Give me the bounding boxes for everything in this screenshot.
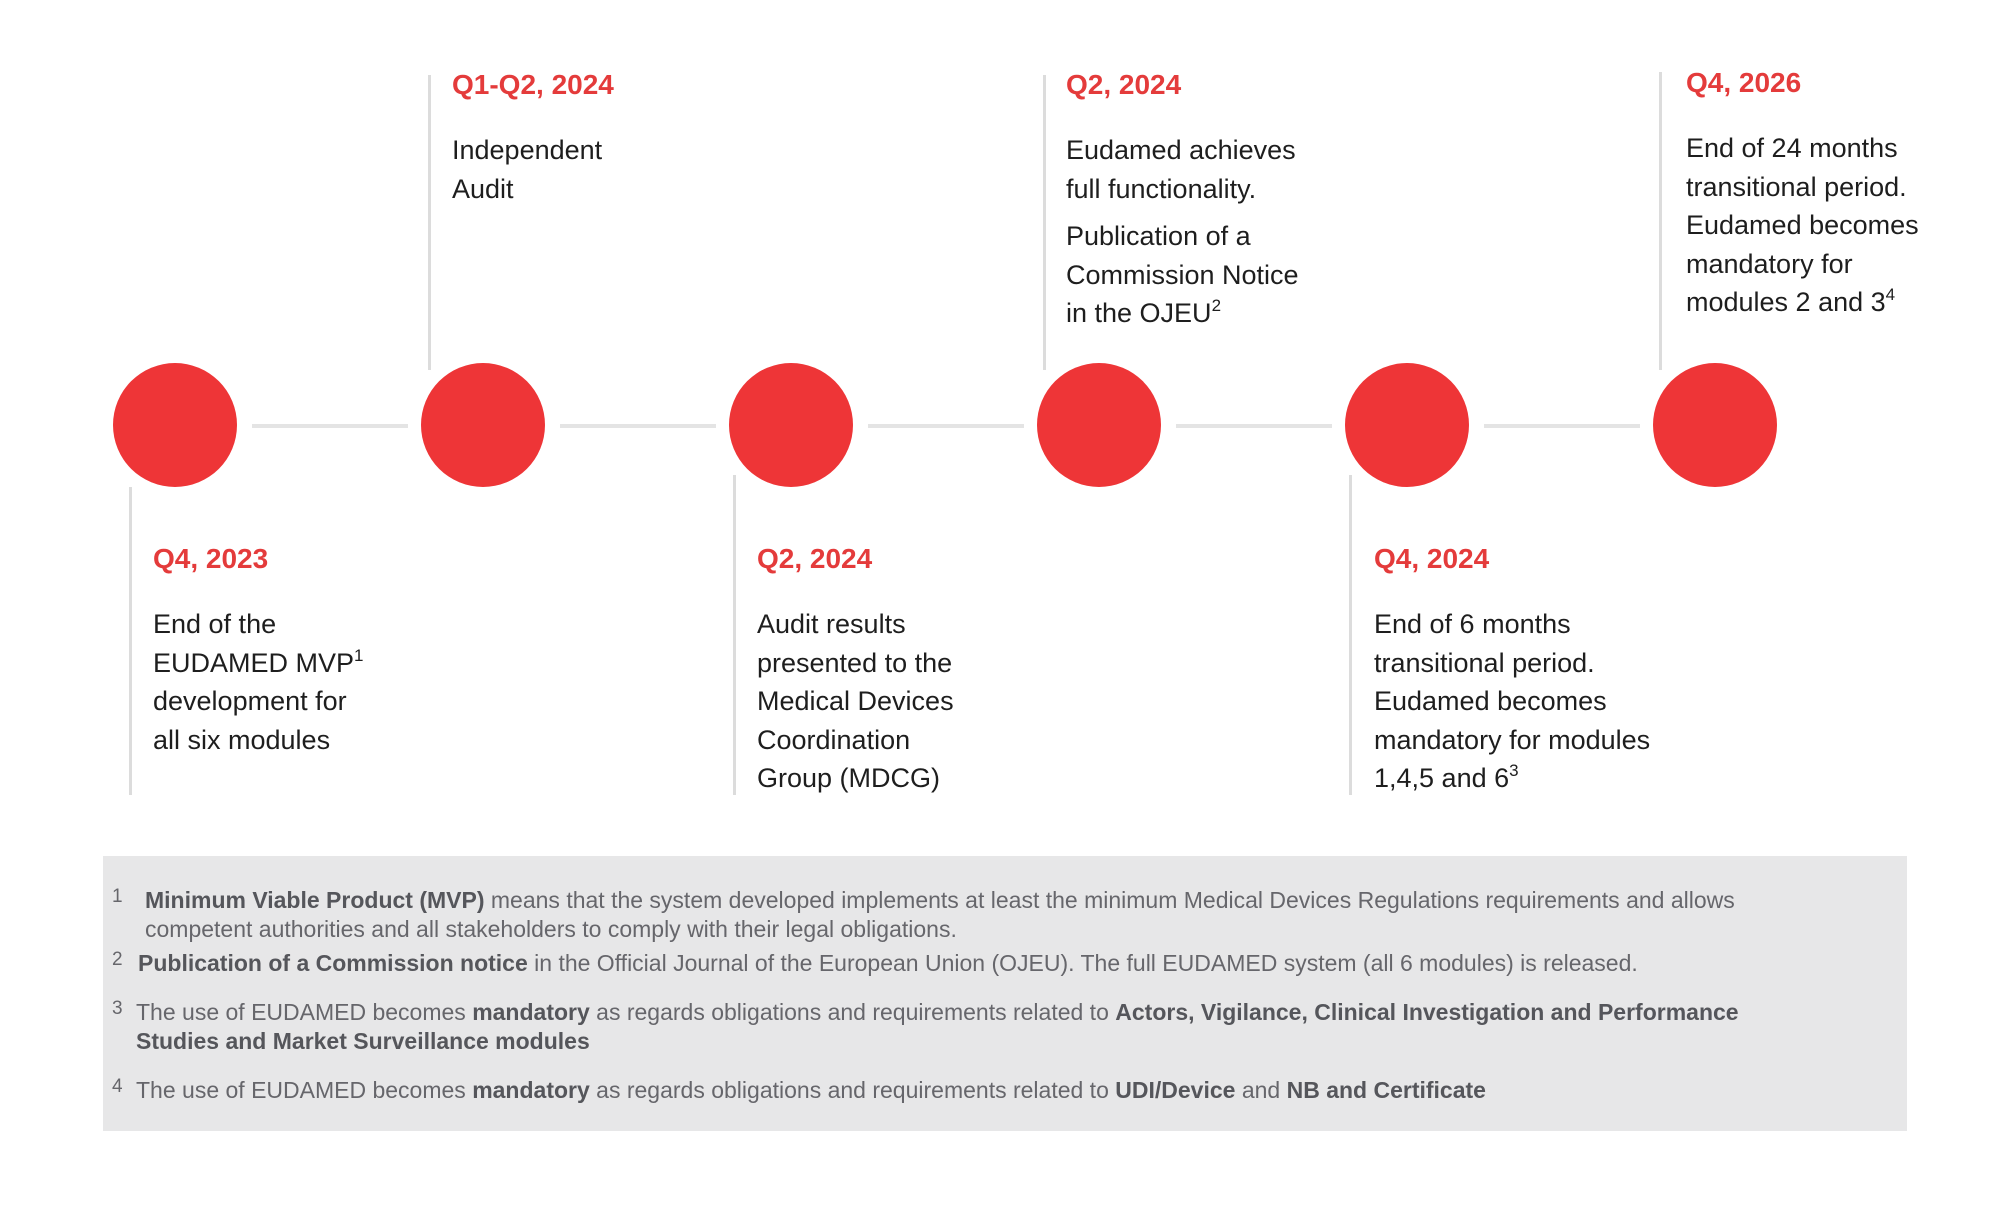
milestone-description: End of 24 months transitional period. Eudamed becomes mandatory for modules 2 and $3^4$ [1686,133,1919,317]
footnotes-panel [103,856,1907,1131]
footnote-number: 1 [112,886,123,907]
milestone-q2-2024-audit-results [757,542,1017,807]
footnote-text: The use of EUDAMED becomes mandatory as regards obligations and requirements related to Actors, Vigilance, Clinical Investigation and Performance Studies and Market Surveillance modules [136,999,1739,1054]
connector [1484,424,1640,428]
milestone-dot [113,363,237,487]
leader-line [1659,72,1662,370]
leader-line [733,475,736,795]
footnote-number: 2 [112,949,123,970]
milestone-description: Independent Audit [452,135,603,204]
milestone-date: Q4, 2024 [1374,543,1490,574]
footnote-text: Minimum Viable Product (MVP) means that the system developed implements at least the minimum Medical Devices Regulations requirements and allows competent authorities and all stakeholders to comply with their legal obligations. [145,887,1735,942]
milestone-dot [421,363,545,487]
footnote-text: Publication of a Commission notice in the Official Journal of the European Union (OJEU). The full EUDAMED system (all 6 modules) is released. [138,950,1638,976]
milestone-date: Q1-Q2, 2024 [452,69,614,100]
milestone-description: Audit results presented to the Medical Devices Coordination Group (MDCG) [757,609,954,793]
milestone-description: Eudamed achieves full functionality. Publication of a Commission Notice in the OJEU$^2$ [1066,135,1299,328]
milestone-date: Q2, 2024 [757,543,873,574]
milestone-date: Q4, 2023 [153,543,269,574]
milestone-q1-q2-2024 [452,68,712,217]
milestone-q2-2024-full-functionality [1066,68,1326,342]
footnote-number: 4 [112,1076,123,1097]
milestone-dot [1037,363,1161,487]
connector [560,424,716,428]
leader-line [1043,75,1046,370]
milestone-q4-2024 [1374,542,1694,807]
milestone-description: End of the EUDAMED MVP$^1$ development for all six modules [153,609,364,755]
footnote-number: 3 [112,998,123,1019]
milestone-q4-2023 [153,542,413,768]
milestone-dot [1653,363,1777,487]
milestone-date: Q2, 2024 [1066,69,1182,100]
leader-line [428,75,431,370]
milestone-date: Q4, 2026 [1686,67,1802,98]
footnote-text: The use of EUDAMED becomes mandatory as regards obligations and requirements related to UDI/Device and NB and Certificate [136,1077,1486,1103]
leader-line [1349,475,1352,795]
connector [1176,424,1332,428]
milestone-dot [1345,363,1469,487]
leader-line [129,487,132,795]
milestone-q4-2026 [1686,66,1986,331]
connector [868,424,1024,428]
milestone-description: End of 6 months transitional period. Eudamed becomes mandatory for modules 1,4,5 and $6^3$ [1374,609,1651,793]
milestone-dot [729,363,853,487]
connector [252,424,408,428]
